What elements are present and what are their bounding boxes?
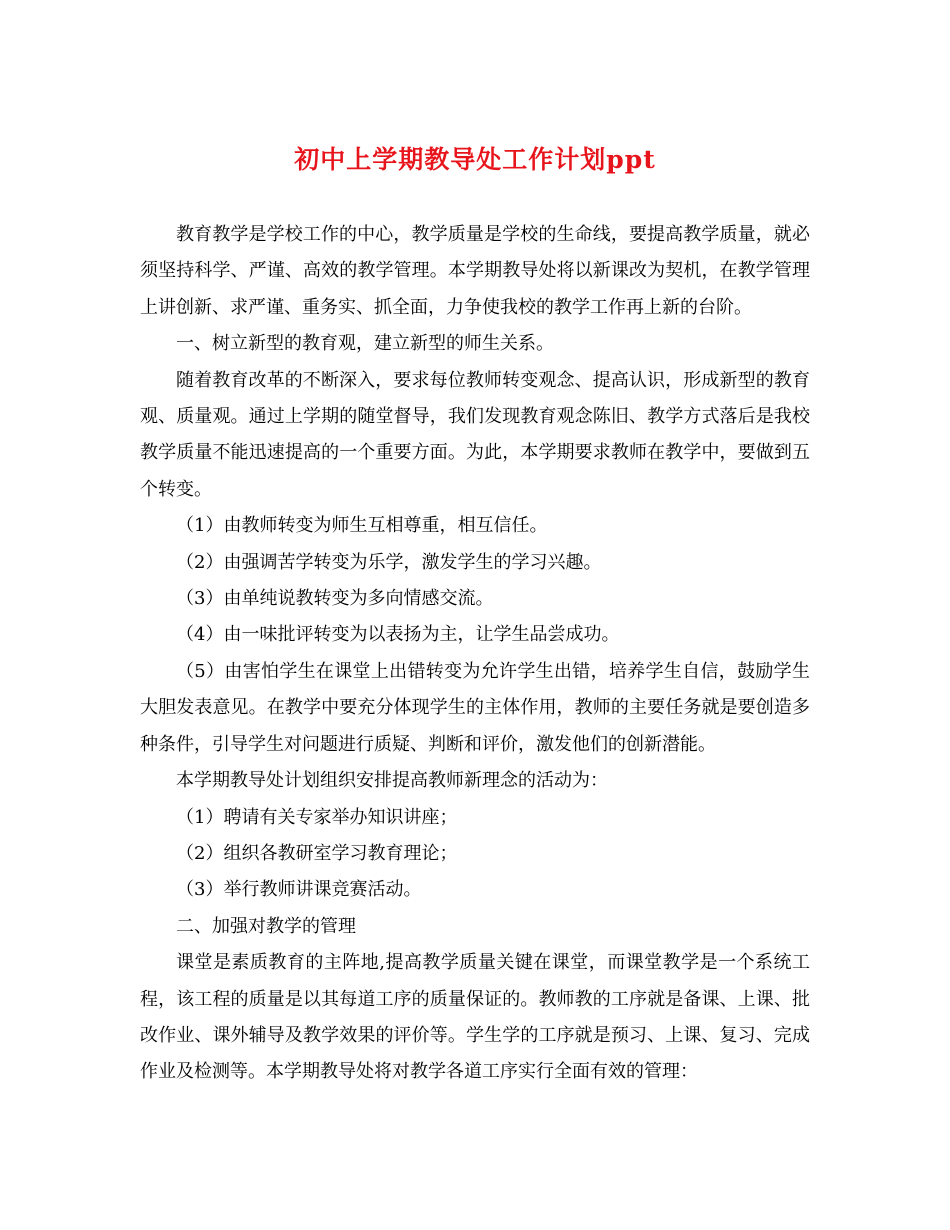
document-title: 初中上学期教导处工作计划ppt xyxy=(294,145,656,174)
intro-paragraph: 教育教学是学校工作的中心，教学质量是学校的生命线，要提高教学质量，就必须坚持科学、严谨、高效的教学管理。本学期教导处将以新课改为契机，在教学管理上讲创新、求严谨、重务实、抓全面，力争使我校的教学工作再上新的台阶。 xyxy=(140,224,810,318)
list-item: （4）由一味批评转变为以表扬为主，让学生品尝成功。 xyxy=(176,624,620,646)
body-paragraph: 课堂是素质教育的主阵地,提高教学质量关键在课堂，而课堂教学是一个系统工程，该工程的质量是以其每道工序的质量保证的。教师教的工序就是备课、上课、批改作业、课外辅导及教学效果的评价等。学生学的工序就是预习、上课、复习、完成作业及检测等。本学期教导处将对教学各道工序实行全面有效的管理： xyxy=(140,952,810,1083)
list-item: （5）由害怕学生在课堂上出错转变为允许学生出错，培养学生自信，鼓励学生大胆发表意见。在教学中要充分体现学生的主体作用，教师的主要任务就是要创造多种条件，引导学生对问题进行质疑、判断和评价，激发他们的创新潜能。 xyxy=(140,660,810,755)
list-item: （1）由教师转变为师生互相尊重，相互信任。 xyxy=(176,515,548,537)
list-item: （1）聘请有关专家举办知识讲座； xyxy=(176,806,458,828)
list-item: （3）由单纯说教转变为多向情感交流。 xyxy=(176,588,494,610)
body-paragraph: 随着教育改革的不断深入，要求每位教师转变观念、提高认识，形成新型的教育观、质量观。通过上学期的随堂督导，我们发现教育观念陈旧、教学方式落后是我校教学质量不能迅速提高的一个重要方面。为此，本学期要求教师在教学中，要做到五个转变。 xyxy=(140,369,810,500)
body-paragraph: 本学期教导处计划组织安排提高教师新理念的活动为： xyxy=(176,770,608,792)
list-item: （3）举行教师讲课竞赛活动。 xyxy=(176,879,422,901)
document-body xyxy=(140,217,810,1091)
section-heading-2: 二、加强对教学的管理 xyxy=(176,915,356,937)
section-heading-1: 一、树立新型的教育观，建立新型的师生关系。 xyxy=(176,333,554,355)
list-item: （2）组织各教研室学习教育理论； xyxy=(176,842,458,864)
list-item: （2）由强调苦学转变为乐学，激发学生的学习兴趣。 xyxy=(176,551,602,573)
